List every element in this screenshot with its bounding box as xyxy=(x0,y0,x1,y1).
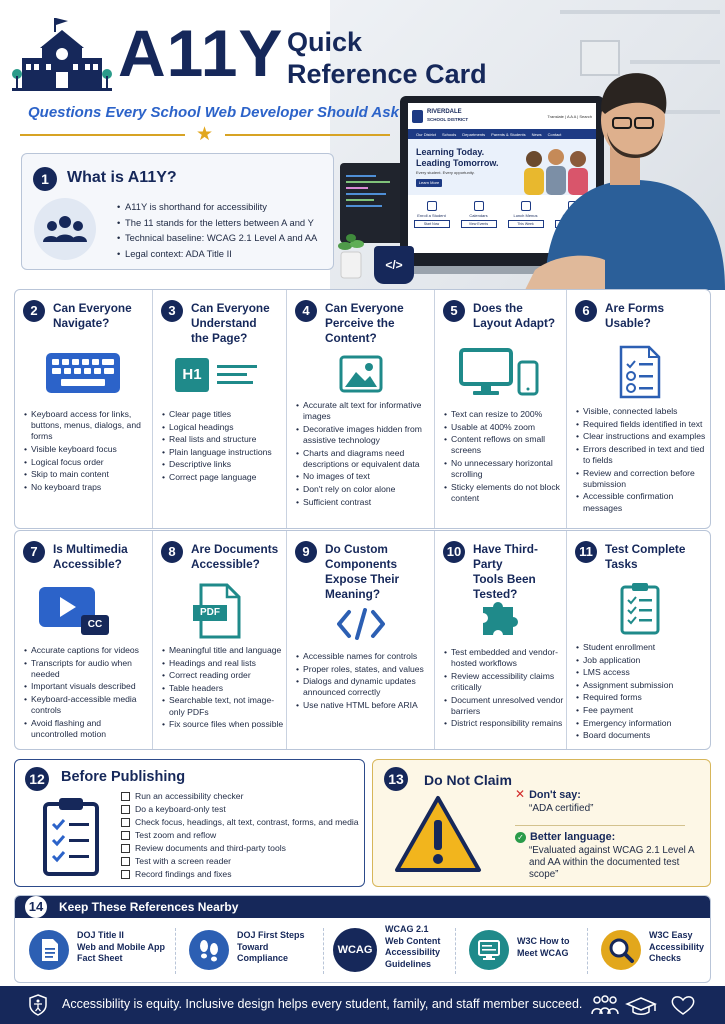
nav-item: Contact xyxy=(547,131,562,137)
clipboard-icon xyxy=(619,581,661,635)
list-item: • The 11 stands for the letters between A and Y xyxy=(117,215,317,231)
puzzle-icon xyxy=(479,593,523,637)
code-mug: </> xyxy=(374,246,414,284)
hero-button: Learn More xyxy=(416,179,442,187)
section-number: 4 xyxy=(295,300,317,322)
section-number: 9 xyxy=(295,541,317,563)
quick-link-tile: Lunch Menus This Week xyxy=(508,201,544,228)
card-list xyxy=(576,642,708,743)
reference-w3c-easy-checks: W3C Easy Accessibility Checks xyxy=(591,918,711,983)
list-item: • Test embedded and vendor-hosted workflows xyxy=(444,647,564,669)
list-item: • Clear page titles xyxy=(162,409,284,420)
list-item: • Usable at 400% zoom xyxy=(444,422,564,433)
checklist-item: Check focus, headings, alt text, contrast, forms, and media xyxy=(121,816,359,829)
gold-divider xyxy=(20,124,395,145)
wcag-badge-icon: WCAG xyxy=(333,928,377,972)
card-title: Do Custom Components Expose Their Meaning? xyxy=(325,542,400,601)
district-logo-icon xyxy=(412,110,423,123)
list-item: • Student enrollment xyxy=(576,642,708,653)
section-number: 12 xyxy=(25,767,49,791)
footer-text: Accessibility is equity. Inclusive design helps every student, family, and staff member succeed. xyxy=(62,997,583,1011)
card-navigate xyxy=(15,290,153,528)
card-title: Test Complete Tasks xyxy=(605,542,686,571)
card-title: Are Forms Usable? xyxy=(605,301,665,330)
code-icon xyxy=(337,608,385,640)
nav-item: Our District xyxy=(416,131,436,137)
monitor-icon xyxy=(469,930,509,970)
publishing-checklist xyxy=(121,790,359,881)
card-title: Can Everyone Understand the Page? xyxy=(191,301,270,345)
dont-say-block xyxy=(515,787,593,814)
section-number: 11 xyxy=(575,541,597,563)
district-name: RIVERDALE xyxy=(427,109,462,115)
what-is-list xyxy=(117,199,317,261)
section-number: 14 xyxy=(25,896,47,918)
dont-quote: “ADA certified” xyxy=(529,803,594,814)
better-label: Better language: xyxy=(530,831,616,843)
section-what-is-a11y xyxy=(21,153,334,270)
checklist-item: Test with a screen reader xyxy=(121,855,359,868)
star-icon: ★ xyxy=(196,124,214,145)
list-item: • Technical baseline: WCAG 2.1 Level A and AA xyxy=(117,230,317,246)
list-item: • No images of text xyxy=(296,471,432,482)
list-item: • Charts and diagrams need descriptions or equivalent data xyxy=(296,448,432,470)
title-quick: Quick xyxy=(287,27,363,57)
reference-doj-fact-sheet: DOJ Title II Web and Mobile App Fact Sheet xyxy=(19,918,169,983)
x-icon: ✕ xyxy=(515,787,526,801)
title-a11y: A11Y xyxy=(118,16,284,90)
section-title: What is A11Y? xyxy=(67,169,177,186)
card-list xyxy=(296,651,432,713)
list-item: • Decorative images hidden from assistive technology xyxy=(296,424,432,446)
checklist-row-1 xyxy=(14,289,711,529)
list-item: • Descriptive links xyxy=(162,459,284,470)
list-item: • Clear instructions and examples xyxy=(576,431,708,442)
card-documents xyxy=(153,531,287,749)
quick-link-tile: Calendars View Events xyxy=(461,201,497,228)
section-number: 1 xyxy=(33,167,57,191)
reference-doj-first-steps: DOJ First Steps Toward Compliance xyxy=(179,918,329,983)
card-list xyxy=(576,406,708,515)
better-language-block xyxy=(515,831,699,881)
card-title: Have Third-Party Tools Been Tested? xyxy=(473,542,538,601)
list-item: • Fee payment xyxy=(576,705,708,716)
list-item: • Accurate alt text for informative images xyxy=(296,400,432,422)
list-item: • Fix source files when possible xyxy=(162,719,286,730)
people-group-icon xyxy=(34,198,96,260)
code-monitor xyxy=(340,163,406,243)
list-item: • Transcripts for audio when needed xyxy=(24,658,150,680)
list-item: • Sticky elements do not block content xyxy=(444,482,564,504)
heading-icon: H1 xyxy=(175,358,265,392)
list-item: • Use native HTML before ARIA xyxy=(296,700,432,711)
card-list xyxy=(24,645,150,742)
footer-icons xyxy=(589,994,697,1016)
section-number: 13 xyxy=(384,767,408,791)
list-item: • Avoid flashing and uncontrolled motion xyxy=(24,718,150,740)
hero-heading: Learning Today. Leading Tomorrow. xyxy=(416,147,499,168)
list-item: • Skip to main content xyxy=(24,469,148,480)
references-header xyxy=(15,896,710,918)
references-list xyxy=(15,918,710,983)
devices-icon xyxy=(459,348,541,398)
developer-photo xyxy=(505,40,725,290)
section-title: Before Publishing xyxy=(61,769,186,785)
family-icon xyxy=(592,996,618,1014)
section-number: 5 xyxy=(443,300,465,322)
nav-item: Schools xyxy=(442,131,457,137)
list-item: • Meaningful title and language xyxy=(162,645,286,656)
list-item: • Logical headings xyxy=(162,422,284,433)
list-item: • A11Y is shorthand for accessibility xyxy=(117,199,317,215)
list-item: • Important visuals described xyxy=(24,681,150,692)
check-icon: ✓ xyxy=(515,832,526,843)
video-cc-icon: CC xyxy=(39,587,111,637)
list-item: • Emergency information xyxy=(576,718,708,729)
card-list xyxy=(444,409,564,506)
warning-icon xyxy=(393,794,483,874)
section-title: Do Not Claim xyxy=(424,772,512,788)
checklist-row-2 xyxy=(14,530,711,750)
card-title: Does the Layout Adapt? xyxy=(473,301,556,330)
list-item: • Plain language instructions xyxy=(162,447,284,458)
quick-link-tile: Enroll a Student Start Now xyxy=(414,201,450,228)
section-number: 8 xyxy=(161,541,183,563)
card-list xyxy=(162,409,284,485)
list-item: • Proper roles, states, and values xyxy=(296,664,432,675)
card-layout xyxy=(435,290,567,528)
reference-wcag: WCAG WCAG 2.1 Web Content Accessibility Guidelines xyxy=(323,918,453,983)
list-item: • Content reflows on small screens xyxy=(444,434,564,456)
subtitle: Questions Every School Web Developer Should Ask xyxy=(28,104,399,121)
list-item: • Document unresolved vendor barriers xyxy=(444,695,564,717)
hero-subtext: Every student. Every opportunity. xyxy=(416,170,475,175)
card-multimedia xyxy=(15,531,153,749)
list-item: • Correct page language xyxy=(162,472,284,483)
list-item: • Keyboard access for links, buttons, menus, dialogs, and forms xyxy=(24,409,148,443)
checklist-item: Test zoom and reflow xyxy=(121,829,359,842)
dont-label: Don't say: xyxy=(529,789,581,801)
card-third-party xyxy=(435,531,567,749)
better-quote: “Evaluated against WCAG 2.1 Level A and AA within the documented test scope” xyxy=(529,845,695,880)
checklist-clipboard-icon xyxy=(41,796,101,876)
list-item: • Text can resize to 200% xyxy=(444,409,564,420)
card-title: Is Multimedia Accessible? xyxy=(53,542,128,571)
card-understand xyxy=(153,290,287,528)
list-item: • No unnecessary horizontal scrolling xyxy=(444,458,564,480)
card-forms xyxy=(567,290,712,528)
section-title: Keep These References Nearby xyxy=(59,900,239,914)
document-icon xyxy=(29,930,69,970)
district-subname: SCHOOL DISTRICT xyxy=(427,117,469,122)
image-icon xyxy=(339,355,383,393)
card-title: Are Documents Accessible? xyxy=(191,542,279,571)
title-reference-card: Reference Card xyxy=(287,59,487,89)
keyboard-icon xyxy=(45,352,121,394)
heart-icon xyxy=(672,997,693,1014)
nav-item: Departments xyxy=(462,131,486,137)
list-item: • Correct reading order xyxy=(162,670,286,681)
checklist-item: Record findings and fixes xyxy=(121,868,359,881)
list-item: • Sufficient contrast xyxy=(296,497,432,508)
title-quick-reference-card xyxy=(287,26,507,90)
list-item: • Dialogs and dynamic updates announced correctly xyxy=(296,676,432,698)
list-item: • Assignment submission xyxy=(576,680,708,691)
card-custom-components xyxy=(287,531,435,749)
nav-item: News xyxy=(531,131,542,137)
section-number: 7 xyxy=(23,541,45,563)
list-item: • Don't rely on color alone xyxy=(296,484,432,495)
list-item: • Legal context: ADA Title II xyxy=(117,246,317,262)
school-building-icon xyxy=(12,18,112,93)
list-item: • Accessible confirmation messages xyxy=(576,491,708,513)
list-item: • Real lists and structure xyxy=(162,434,284,445)
list-item: • Visible keyboard focus xyxy=(24,444,148,455)
section-number: 2 xyxy=(23,300,45,322)
list-item: • Table headers xyxy=(162,683,286,694)
card-complete-tasks xyxy=(567,531,712,749)
list-item: • Accurate captions for videos xyxy=(24,645,150,656)
section-references xyxy=(14,895,711,983)
list-item: • Review and correction before submission xyxy=(576,468,708,490)
section-before-publishing xyxy=(14,759,365,887)
section-number: 10 xyxy=(443,541,465,563)
checklist-item: Do a keyboard-only test xyxy=(121,803,359,816)
list-item: • Visible, connected labels xyxy=(576,406,708,417)
section-number: 3 xyxy=(161,300,183,322)
card-list xyxy=(24,409,148,494)
utility-links: Translate | A A A | Search xyxy=(547,113,592,119)
plant-icon xyxy=(335,232,367,280)
list-item: • Required forms xyxy=(576,692,708,703)
magnifier-icon xyxy=(601,930,641,970)
list-item: • Errors described in text and tied to fields xyxy=(576,444,708,466)
footer xyxy=(0,986,725,1024)
list-item: • Required fields identified in text xyxy=(576,419,708,430)
pdf-icon: PDF xyxy=(193,583,241,639)
graduation-cap-icon xyxy=(627,998,655,1014)
reference-w3c-how-to: W3C How to Meet WCAG xyxy=(459,918,584,983)
list-item: • Headings and real lists xyxy=(162,658,286,669)
list-item: • No keyboard traps xyxy=(24,482,148,493)
list-item: • Keyboard-accessible media controls xyxy=(24,694,150,716)
card-list xyxy=(296,400,432,509)
list-item: • Board documents xyxy=(576,730,708,741)
section-do-not-claim xyxy=(372,759,711,887)
card-title: Can Everyone Perceive the Content? xyxy=(325,301,404,345)
list-item: • Job application xyxy=(576,655,708,666)
card-list xyxy=(162,645,286,732)
list-item: • Searchable text, not image-only PDFs xyxy=(162,695,286,717)
form-icon xyxy=(619,345,661,399)
divider xyxy=(515,825,685,826)
nav-item: Parents & Students xyxy=(491,131,526,137)
list-item: • District responsibility remains xyxy=(444,718,564,729)
card-list xyxy=(444,647,564,731)
accessibility-shield-icon xyxy=(28,994,48,1016)
list-item: • Accessible names for controls xyxy=(296,651,432,662)
checklist-item: Run an accessibility checker xyxy=(121,790,359,803)
list-item: • Logical focus order xyxy=(24,457,148,468)
checklist-item: Review documents and third-party tools xyxy=(121,842,359,855)
footsteps-icon xyxy=(189,930,229,970)
card-title: Can Everyone Navigate? xyxy=(53,301,132,330)
section-number: 6 xyxy=(575,300,597,322)
list-item: • LMS access xyxy=(576,667,708,678)
list-item: • Review accessibility claims critically xyxy=(444,671,564,693)
card-perceive xyxy=(287,290,435,528)
